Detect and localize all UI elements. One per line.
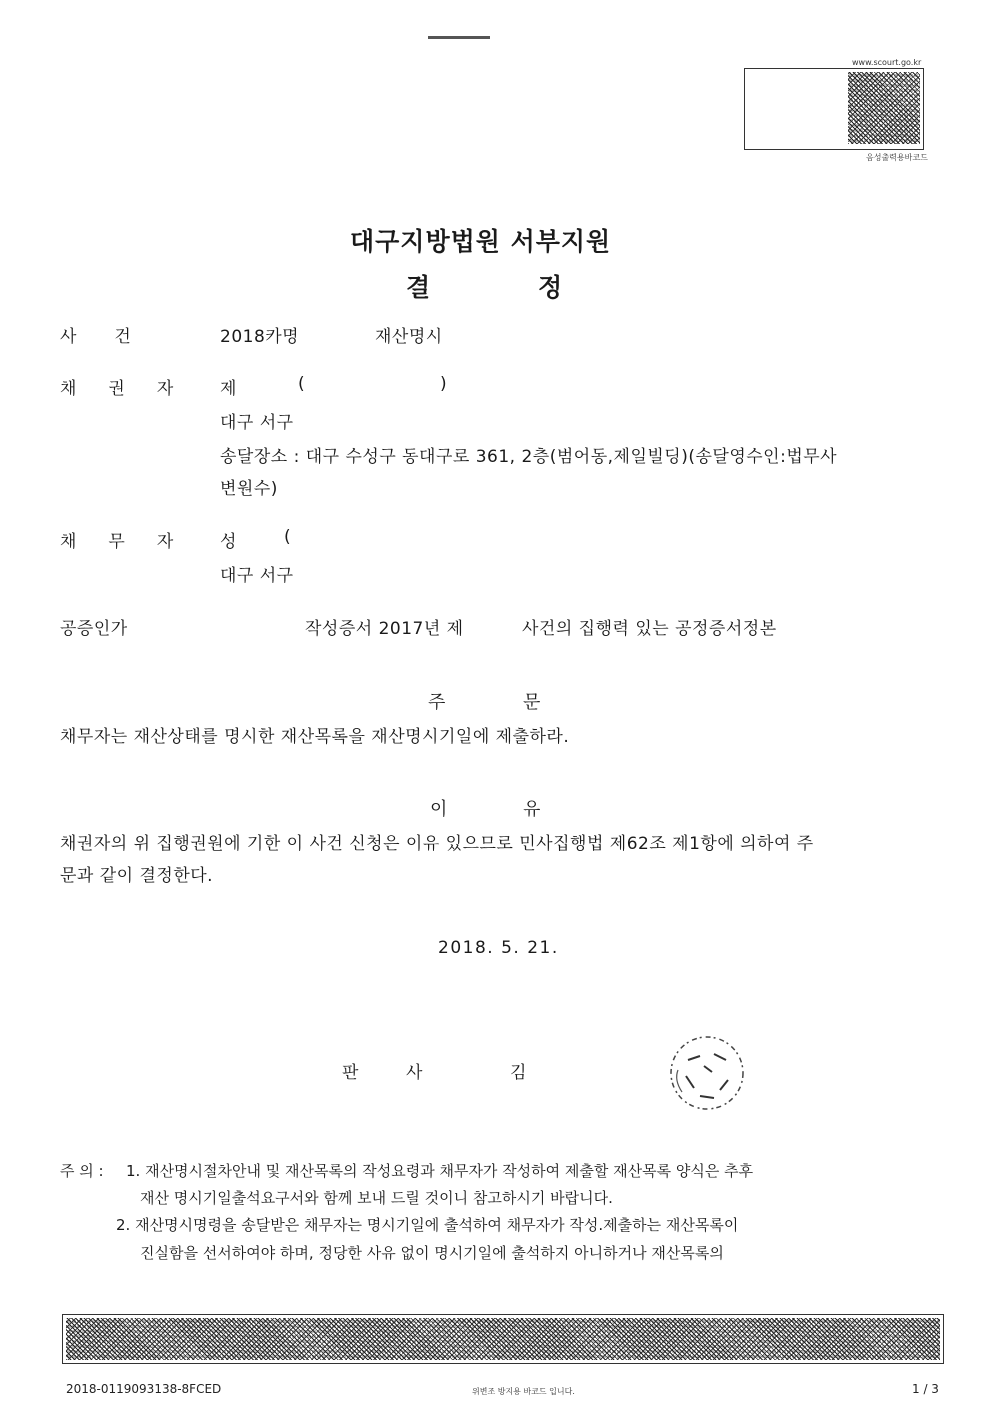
case-name: 재산명시 — [375, 327, 443, 347]
creditor-label: 채권자 — [60, 379, 206, 399]
order-heading-left: 주 — [428, 692, 446, 713]
order-heading-right: 문 — [523, 692, 541, 713]
debtor-name: 성 — [220, 532, 237, 552]
document-id: 2018-0119093138-8FCED — [66, 1382, 222, 1396]
note-1-line-2: 재산 명시기일출석요구서와 함께 보내 드릴 것이니 참고하시기 바랍니다. — [140, 1189, 613, 1207]
doc-type-right: 정 — [538, 273, 564, 302]
reason-line-1: 채권자의 위 집행권원에 기한 이 사건 신청은 이유 있으므로 민사집행법 제62조 제1항에 의하여 주 — [60, 834, 814, 854]
creditor-address: 대구 서구 — [220, 413, 294, 433]
case-number: 2018카명 — [220, 327, 300, 347]
note-2-line-1: 2. 재산명시명령을 송달받은 채무자는 명시기일에 출석하여 채무자가 작성.제출하는 재산목록이 — [116, 1216, 739, 1234]
barcode-note: 위변조 방지용 바코드 입니다. — [472, 1387, 575, 1396]
court-name: 대구지방법원 서부지원 — [350, 227, 612, 256]
anti-forgery-barcode-frame — [62, 1314, 944, 1364]
page-number: 1 / 3 — [912, 1382, 939, 1396]
note-2-line-2: 진실함을 선서하여야 하며, 정당한 사유 없이 명시기일에 출석하지 아니하거나 재산목록의 — [140, 1244, 724, 1262]
debtor-address: 대구 서구 — [220, 566, 294, 586]
reason-line-2: 문과 같이 결정한다. — [60, 866, 214, 886]
judge-title-b: 사 — [406, 1063, 423, 1083]
site-url: www.scourt.go.kr — [852, 58, 922, 67]
creditor-name: 제 — [220, 379, 237, 399]
voice-barcode-icon — [848, 72, 920, 144]
scan-mark — [428, 36, 490, 39]
anti-forgery-barcode-icon — [66, 1318, 940, 1360]
voice-barcode-frame — [744, 68, 924, 150]
reason-heading-left: 이 — [430, 799, 448, 820]
notary-label: 공증인가 — [60, 619, 128, 639]
case-label: 사건 — [60, 327, 169, 347]
judge-seal-icon — [664, 1030, 750, 1116]
note-1-line-1: 1. 재산명시절차안내 및 재산목록의 작성요령과 채무자가 작성하여 제출할 재산목록 양식은 추후 — [126, 1162, 754, 1180]
judge-title-a: 판 — [342, 1063, 359, 1083]
debtor-paren: ( — [284, 527, 292, 547]
decision-date: 2018. 5. 21. — [438, 938, 559, 958]
creditor-service-address: 송달장소 : 대구 수성구 동대구로 361, 2층(범어동,제일빌딩)(송달영수인:법무사 — [220, 447, 838, 467]
creditor-service-address-cont: 변원수) — [220, 479, 278, 499]
creditor-paren-open: ( — [298, 374, 306, 394]
creditor-paren-close: ) — [440, 374, 448, 394]
order-text: 채무자는 재산상태를 명시한 재산목록을 재산명시기일에 제출하라. — [60, 727, 570, 747]
notary-text-a: 작성증서 2017년 제 — [305, 619, 464, 639]
notes-label: 주 의 : — [60, 1162, 104, 1180]
debtor-label: 채무자 — [60, 532, 206, 552]
barcode-caption: 음성출력용바코드 — [866, 153, 928, 162]
reason-heading-right: 유 — [523, 799, 541, 820]
notary-text-b: 사건의 집행력 있는 공정증서정본 — [522, 619, 777, 639]
doc-type-left: 결 — [406, 273, 432, 302]
judge-name: 김 — [510, 1063, 527, 1083]
